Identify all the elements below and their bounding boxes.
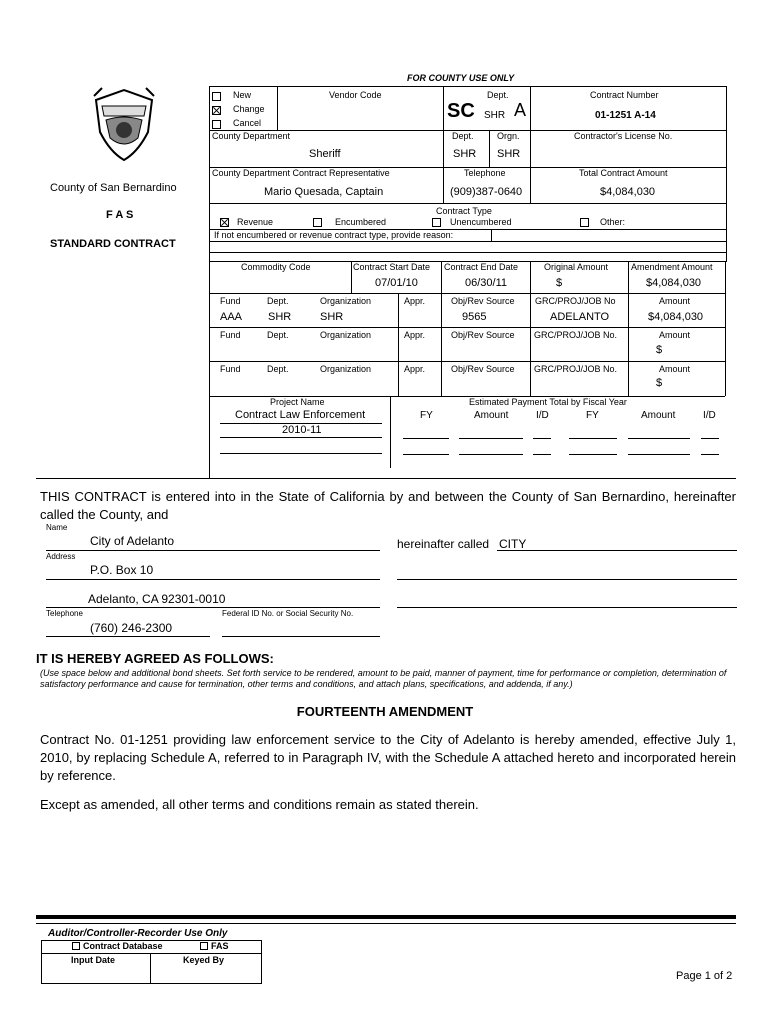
address-line2: Adelanto, CA 92301-0010 bbox=[88, 592, 226, 606]
fund-label: Fund bbox=[220, 364, 241, 374]
revenue-label: Revenue bbox=[237, 217, 274, 227]
row1-amount: $4,084,030 bbox=[648, 311, 704, 323]
contract-database-checkbox[interactable] bbox=[72, 942, 80, 950]
dept2-value: SHR bbox=[453, 148, 477, 160]
appr-label: Appr. bbox=[404, 364, 426, 374]
amendment-value: $4,084,030 bbox=[646, 277, 702, 289]
vendor-code-label: Vendor Code bbox=[329, 90, 382, 100]
end-label: Contract End Date bbox=[444, 262, 519, 272]
estimated-label: Estimated Payment Total by Fiscal Year bbox=[469, 397, 627, 407]
dept-label: Dept. bbox=[487, 90, 509, 100]
name-label: Name bbox=[46, 523, 68, 532]
contract-type-label: Contract Type bbox=[436, 206, 492, 216]
orgn-value: SHR bbox=[497, 148, 521, 160]
rep-value: Mario Quesada, Captain bbox=[264, 186, 384, 198]
row3-amount: $ bbox=[656, 377, 663, 389]
org-col-label: Organization bbox=[320, 364, 372, 374]
appr-label: Appr. bbox=[404, 330, 426, 340]
row2-amount: $ bbox=[656, 344, 663, 356]
terms-paragraph: Except as amended, all other terms and conditions remain as stated therein. bbox=[40, 797, 479, 812]
org-col-label: Organization bbox=[320, 296, 372, 306]
total-value: $4,084,030 bbox=[600, 186, 656, 198]
telephone-value: (909)387-0640 bbox=[450, 186, 523, 198]
row1-fund: AAA bbox=[220, 311, 243, 323]
standard-contract-title: STANDARD CONTRACT bbox=[50, 238, 176, 250]
row1-dept: SHR bbox=[268, 311, 292, 323]
grc-label: GRC/PROJ/JOB No. bbox=[534, 330, 618, 340]
new-checkbox[interactable] bbox=[212, 92, 221, 101]
objrev-label: Obj/Rev Source bbox=[451, 364, 515, 374]
fy-label: FY bbox=[586, 410, 599, 421]
objrev-label: Obj/Rev Source bbox=[451, 330, 515, 340]
project-name-label: Project Name bbox=[270, 397, 325, 407]
fas-checkbox[interactable] bbox=[200, 942, 208, 950]
encumbered-label: Encumbered bbox=[335, 217, 387, 227]
dept-col-label: Dept. bbox=[267, 296, 289, 306]
address-label: Address bbox=[46, 552, 76, 561]
grc-label: GRC/PROJ/JOB No bbox=[535, 296, 616, 306]
other-label: Other: bbox=[600, 217, 626, 227]
amendment-label: Amendment Amount bbox=[631, 262, 713, 272]
org-col-label: Organization bbox=[320, 330, 372, 340]
grc-label: GRC/PROJ/JOB No. bbox=[534, 364, 618, 374]
other-checkbox[interactable] bbox=[580, 218, 589, 227]
id-label: I/D bbox=[536, 410, 549, 421]
project-name-value: Contract Law Enforcement bbox=[235, 409, 366, 421]
federal-label: Federal ID No. or Social Security No. bbox=[222, 609, 354, 618]
county-department-label: County Department bbox=[212, 131, 291, 141]
instructions: (Use space below and additional bond sheets. Set forth service to be rendered, amount to be paid, manner of payment, time for performance or completion, determination of satisfactory performance and cause for termination, other terms and conditions, and attach plans, specifications, and addenda, if any.) bbox=[40, 668, 727, 689]
amount-label: Amount bbox=[659, 296, 691, 306]
start-label: Contract Start Date bbox=[353, 262, 431, 272]
change-label: Change bbox=[233, 104, 265, 114]
dept2-label: Dept. bbox=[452, 131, 474, 141]
contract-number-label: Contract Number bbox=[590, 90, 659, 100]
county-name: County of San Bernardino bbox=[50, 182, 177, 194]
hereinafter-label: hereinafter called bbox=[397, 537, 490, 551]
appr-label: Appr. bbox=[404, 296, 426, 306]
unencumbered-label: Unencumbered bbox=[450, 217, 512, 227]
fund-label: Fund bbox=[220, 296, 241, 306]
commodity-label: Commodity Code bbox=[241, 262, 311, 272]
row1-org: SHR bbox=[320, 311, 344, 323]
unencumbered-checkbox[interactable] bbox=[432, 218, 441, 227]
agreed-heading: IT IS HEREBY AGREED AS FOLLOWS: bbox=[36, 651, 274, 666]
amendment-paragraph: Contract No. 01-1251 providing law enforcement service to the City of Adelanto is hereby amended, effective July 1, 2010, by replacing Schedule A, referred to in Paragraph IV, with the Schedule A attached hereto and incorporated herein by reference. bbox=[40, 732, 736, 783]
license-label: Contractor's License No. bbox=[574, 131, 673, 141]
end-value: 06/30/11 bbox=[465, 277, 508, 289]
orgn-label: Orgn. bbox=[497, 131, 520, 141]
dept-col-label: Dept. bbox=[267, 364, 289, 374]
county-use-label: FOR COUNTY USE ONLY bbox=[407, 73, 515, 83]
fy-label: FY bbox=[420, 410, 433, 421]
vendor-code-value: SC bbox=[447, 100, 475, 122]
encumbered-checkbox[interactable] bbox=[313, 218, 322, 227]
row1-grc: ADELANTO bbox=[550, 311, 610, 323]
keyed-by-label: Keyed By bbox=[183, 955, 225, 965]
cancel-label: Cancel bbox=[233, 118, 262, 128]
row1-objrev: 9565 bbox=[462, 311, 487, 323]
footer-rule bbox=[36, 915, 736, 919]
amendment-title: FOURTEENTH AMENDMENT bbox=[296, 704, 474, 719]
contract-number-value: 01-1251 A-14 bbox=[595, 110, 656, 121]
objrev-label: Obj/Rev Source bbox=[451, 296, 515, 306]
revenue-checkbox[interactable] bbox=[220, 218, 229, 227]
county-department-value: Sheriff bbox=[309, 148, 341, 160]
hereinafter-value: CITY bbox=[499, 537, 527, 551]
address-line1: P.O. Box 10 bbox=[90, 563, 154, 577]
dept-value: SHR bbox=[484, 110, 506, 121]
dept-col-label: Dept. bbox=[267, 330, 289, 340]
total-label: Total Contract Amount bbox=[579, 168, 668, 178]
fas-footer-label: FAS bbox=[211, 941, 229, 951]
telephone-label: Telephone bbox=[464, 168, 506, 178]
amount-label: Amount bbox=[659, 364, 691, 374]
telephone-value: (760) 246-2300 bbox=[90, 621, 173, 635]
fas-label: F A S bbox=[106, 209, 134, 221]
original-value: $ bbox=[556, 277, 563, 289]
telephone-label: Telephone bbox=[46, 609, 83, 618]
dept-letter: A bbox=[514, 100, 527, 120]
rep-label: County Department Contract Representative bbox=[212, 168, 390, 178]
intro-paragraph: THIS CONTRACT is entered into in the State of California by and between the County of San Bernardino, hereinafter called the County, and bbox=[40, 489, 736, 522]
county-seal-icon bbox=[88, 86, 160, 164]
cancel-checkbox[interactable] bbox=[212, 120, 221, 129]
name-value: City of Adelanto bbox=[90, 534, 175, 548]
start-value: 07/01/10 bbox=[375, 277, 418, 289]
project-year-value: 2010-11 bbox=[282, 424, 322, 436]
fund-label: Fund bbox=[220, 330, 241, 340]
auditor-title: Auditor/Controller-Recorder Use Only bbox=[48, 928, 228, 939]
id-label: I/D bbox=[703, 410, 716, 421]
reason-label: If not encumbered or revenue contract type, provide reason: bbox=[214, 230, 454, 240]
new-label: New bbox=[233, 90, 252, 100]
change-checkbox[interactable] bbox=[212, 106, 221, 115]
est-amount-label: Amount bbox=[641, 410, 676, 421]
page-number: Page 1 of 2 bbox=[676, 970, 733, 982]
input-date-label: Input Date bbox=[71, 955, 115, 965]
amount-label: Amount bbox=[659, 330, 691, 340]
original-label: Original Amount bbox=[544, 262, 609, 272]
contract-database-label: Contract Database bbox=[83, 941, 163, 951]
est-amount-label: Amount bbox=[474, 410, 509, 421]
